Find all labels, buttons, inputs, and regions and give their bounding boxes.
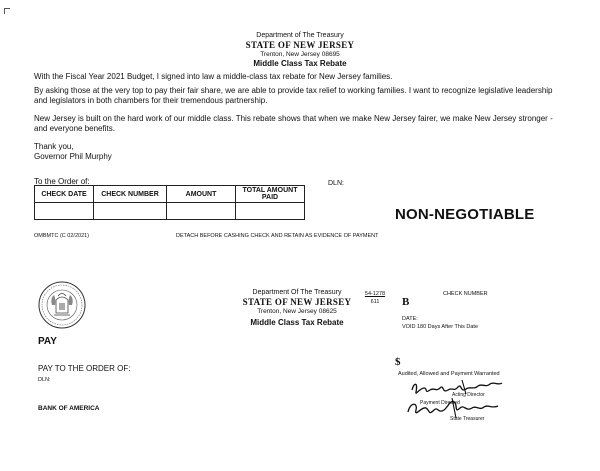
check-dln-label: DLN: (38, 377, 51, 383)
check-date-label: DATE: (402, 316, 418, 322)
form-code: OMBMTC (C 02/2021) (34, 233, 90, 239)
payment-directed-label: Payment Directed (420, 400, 460, 406)
check-letter: B (402, 296, 410, 308)
letter-state: STATE OF NEW JERSEY (245, 40, 355, 50)
dollar-sign: $ (395, 356, 401, 368)
letter-paragraph-3: New Jersey is built on the hard work of our middle class. This rebate shows that when we make New Jersey fairer, we make New Jersey stronger - and everyone benefits. (34, 114, 553, 133)
check-department: Department Of The Treasury (252, 289, 342, 296)
stub-dln-label: DLN: (328, 180, 344, 187)
routing-fraction (363, 290, 387, 306)
stub-order-label: To the Order of: (34, 177, 90, 186)
pay-label: PAY (38, 336, 57, 347)
cell-check-date (35, 203, 94, 220)
non-negotiable-stamp: NON-NEGOTIABLE (395, 206, 535, 223)
state-treasurer-label: State Treasurer (450, 416, 485, 422)
check-state: STATE OF NEW JERSEY (242, 297, 352, 307)
col-check-date: CHECK DATE (35, 186, 94, 203)
letter-signer: Governor Phil Murphy (34, 152, 112, 161)
letter-department: Department of The Treasury (256, 32, 344, 39)
acting-director-label: Acting Director (452, 392, 485, 398)
bank-name: BANK OF AMERICA (38, 405, 100, 412)
cell-check-number (94, 203, 167, 220)
letter-closing: Thank you, (34, 142, 74, 151)
stub-table-header-row (35, 186, 305, 203)
pay-to-order-label: PAY TO THE ORDER OF: (38, 364, 131, 373)
detach-note: DETACH BEFORE CASHING CHECK AND RETAIN AS EVIDENCE OF PAYMENT (176, 233, 379, 239)
letter-paragraph-1: With the Fiscal Year 2021 Budget, I signed into law a middle-class tax rebate for New Jersey families. (34, 72, 393, 81)
col-amount: AMOUNT (167, 186, 236, 203)
audited-note: Audited, Allowed and Payment Warranted (398, 371, 500, 377)
state-seal-icon (38, 281, 86, 329)
letter-address: Trenton, New Jersey 08695 (260, 51, 340, 58)
stub-payment-table (34, 185, 305, 220)
check-number-label: CHECK NUMBER (443, 291, 488, 297)
corner-crop-mark (4, 8, 10, 14)
check-address: Trenton, New Jersey 08625 (257, 308, 337, 315)
stub-table-row (35, 203, 305, 220)
col-check-number: CHECK NUMBER (94, 186, 167, 203)
cell-amount (167, 203, 236, 220)
letter-program-title: Middle Class Tax Rebate (253, 59, 347, 68)
void-note: VOID 180 Days After This Date (402, 324, 479, 330)
routing-bottom: 611 (370, 299, 380, 305)
cell-total-amount-paid (236, 203, 305, 220)
letter-paragraph-2: By asking those at the very top to pay their fair share, we are able to provide tax relief to working families. I want to recognize legislative leadership and legislators in both chambers for their tremendous partnership. (34, 86, 553, 105)
col-total-amount-paid: TOTAL AMOUNT PAID (236, 186, 305, 203)
check-program-title: Middle Class Tax Rebate (250, 318, 344, 327)
routing-top: 54-1278 (364, 291, 386, 297)
